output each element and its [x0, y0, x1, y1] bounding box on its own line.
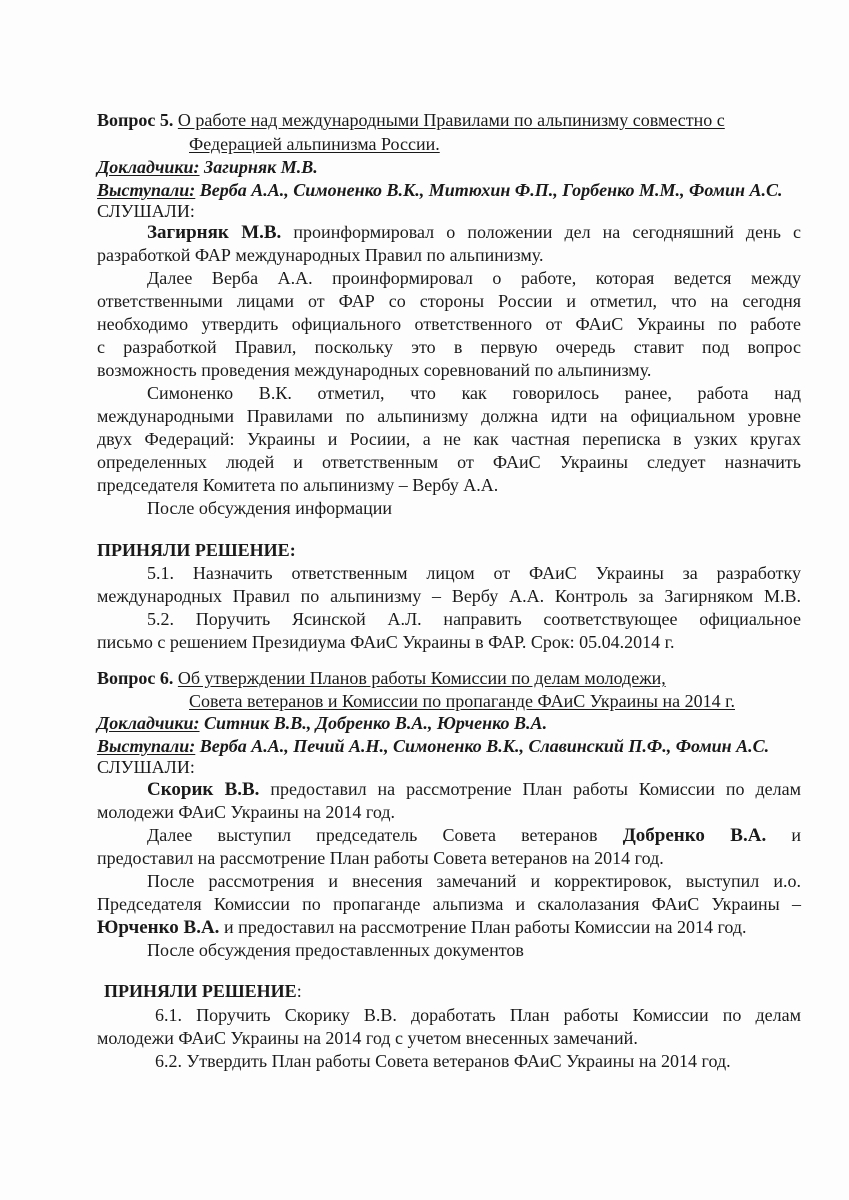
q5-p1-line-1: [147, 220, 801, 245]
q6-p4: После обсуждения предоставленных документов: [147, 940, 524, 960]
q6-reporters: [97, 711, 547, 735]
q6-p2-name: Добренко В.А.: [622, 825, 767, 846]
q5-d1-line-1: 5.1. Назначить ответственным лицом от ФАиС Украины за разработку: [147, 563, 801, 583]
q5-d1-line-2: международных Правил по альпинизму – Вербу А.А. Контроль за Загирняком М.В.: [97, 586, 801, 606]
q6-p2-text-a: Далее выступил председатель Совета ветеранов: [147, 825, 598, 845]
q6-speakers-label: Выступали:: [97, 736, 196, 756]
q6-speakers: [97, 734, 769, 758]
q6-reporters-names: Ситник В.В., Добренко В.А., Юрченко В.А.: [204, 713, 548, 733]
q5-reporters-label: Докладчики:: [97, 157, 200, 177]
q6-p3-line-2: Председателя Комиссии по пропаганде альпизма и скалолазания ФАиС Украины –: [97, 894, 801, 914]
q6-p1-line-1: [147, 777, 801, 802]
q6-reporters-label: Докладчики:: [97, 713, 200, 733]
q6-p1-line-2: молодежи ФАиС Украины на 2014 год.: [97, 802, 396, 822]
q5-d2-line-2: письмо с решением Президиума ФАиС Украины в ФАР. Срок: 05.04.2014 г.: [97, 632, 675, 652]
q5-p1-line-2: разработкой ФАР международных Правил по альпинизму.: [97, 245, 544, 265]
q5-p2-line-4: с разработкой Правил, поскольку это в первую очередь ставит под вопрос: [97, 337, 801, 357]
q5-reporters: [97, 155, 318, 179]
q5-p2-line-2: ответственными лицами от ФАР со стороны России и отметил, что на сегодня: [97, 291, 801, 311]
q5-label: Вопрос 5.: [97, 110, 174, 130]
q6-p3-line-1: После рассмотрения и внесения замечаний и корректировок, выступил и.о.: [147, 871, 801, 891]
q6-heard: СЛУШАЛИ:: [97, 757, 195, 777]
q6-p2-line-1: [147, 823, 801, 848]
q5-p2-line-5: возможность проведения международных соревнований по альпинизму.: [97, 360, 652, 380]
q5-decision-heading: ПРИНЯЛИ РЕШЕНИЕ:: [97, 540, 296, 560]
q6-p3-rest: и предоставил на рассмотрение План работы Комиссии на 2014 год.: [223, 917, 747, 937]
q6-decision-heading: [104, 979, 302, 1003]
q5-p4: После обсуждения информации: [147, 498, 393, 518]
q5-heard: СЛУШАЛИ:: [97, 201, 195, 221]
q6-d2: 6.2. Утвердить План работы Совета ветеранов ФАиС Украины на 2014 год.: [155, 1051, 731, 1071]
q5-p2-line-1: Далее Верба А.А. проинформировал о работе, которая ведется между: [147, 268, 801, 288]
q5-reporters-names: Загирняк М.В.: [204, 157, 318, 177]
q6-title-2: Совета ветеранов и Комиссии по пропаганде ФАиС Украины на 2014 г.: [189, 691, 735, 711]
q6-d1-line-1: 6.1. Поручить Скорику В.В. доработать План работы Комиссии по делам: [155, 1005, 801, 1025]
q6-label: Вопрос 6.: [97, 668, 174, 688]
q5-p3-line-4: определенных людей и ответственным от ФАиС Украины следует назначить: [97, 452, 801, 472]
q5-d2-line-1: 5.2. Поручить Ясинской А.Л. направить соответствующее официальное: [147, 609, 801, 629]
q5-title-1: О работе над международными Правилами по альпинизму совместно с: [177, 110, 725, 130]
q6-decision-text: ПРИНЯЛИ РЕШЕНИЕ: [104, 981, 297, 1001]
q6-title-1: Об утверждении Планов работы Комиссии по делам молодежи,: [177, 668, 666, 688]
q5-speakers: [97, 178, 783, 202]
q6-title-line-1: [97, 666, 666, 690]
q6-p2-line-2: предоставил на рассмотрение План работы Совета ветеранов на 2014 год.: [97, 848, 664, 868]
q6-p1-rest: предоставил на рассмотрение План работы Комиссии по делам: [270, 779, 801, 799]
q5-p3-line-5: председателя Комитета по альпинизму – Вербу А.А.: [97, 475, 499, 495]
q5-p3-line-1: Симоненко В.К. отметил, что как говорилось ранее, работа над: [147, 383, 801, 403]
q6-p1-name: Скорик В.В.: [147, 779, 260, 800]
q6-p2-text-b: и: [791, 825, 801, 845]
q5-title-line-1: [97, 108, 725, 132]
q5-title-2: Федерацией альпинизма России.: [189, 134, 440, 154]
q5-p3-line-2: международными Правилами по альпинизму должна идти на официальном уровне: [97, 406, 801, 426]
q5-speakers-label: Выступали:: [97, 180, 196, 200]
q5-speakers-names: Верба А.А., Симоненко В.К., Митюхин Ф.П., Горбенко М.М., Фомин А.С.: [199, 180, 783, 200]
q5-p3-line-3: двух Федераций: Украины и Росиии, а не как частная переписка в узких кругах: [97, 429, 801, 449]
q5-p1-rest: проинформировал о положении дел на сегодняшний день с: [293, 222, 802, 242]
q6-d1-line-2: молодежи ФАиС Украины на 2014 год с учетом внесенных замечаний.: [97, 1028, 638, 1048]
q5-p2-line-3: необходимо утвердить официального ответственного от ФАиС Украины по работе: [97, 314, 801, 334]
q5-p1-name: Загирняк М.В.: [147, 222, 282, 243]
q6-decision-colon: :: [296, 981, 302, 1001]
q6-p3-name: Юрченко В.А.: [97, 917, 220, 938]
q6-p3-line-3: [97, 915, 747, 940]
q6-speakers-names: Верба А.А., Печий А.Н., Симоненко В.К., Славинский П.Ф., Фомин А.С.: [199, 736, 770, 756]
